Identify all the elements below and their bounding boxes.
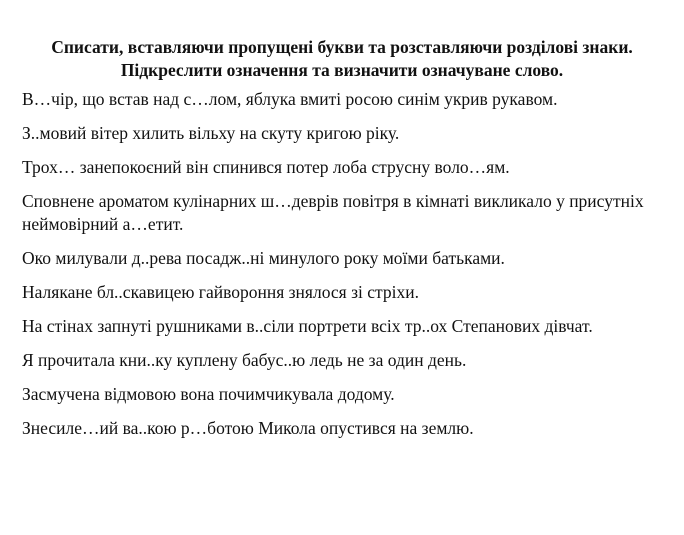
instruction-line-2: Підкреслити означення та визначити означуване слово. [120,60,564,80]
sentence-2: З..мовий вітер хилить вільху на скуту кригою ріку. [22,123,400,143]
sentence-5: Око милували д..рева посадж..ні минулого року моїми батьками. [22,248,505,268]
exercise-instruction [22,36,662,82]
sentence-6: Налякане бл..скавицею гайвороння знялося зі стріхи. [22,282,419,302]
sentence-1: В…чір, що встав над с…лом, яблука вмиті росою синім укрив рукавом. [22,89,558,109]
sentence-3: Трох… занепокоєний він спинився потер лоба струсну воло…ям. [22,157,510,177]
sentence-4: Сповнене ароматом кулінарних ш…деврів повітря в кімнаті викликало у присутніх неймовірний а…етит. [22,191,644,234]
sentence-list [22,88,662,440]
sentence-8: Я прочитала кни..ку куплену бабус..ю ледь не за один день. [22,350,467,370]
instruction-line-1: Списати, вставляючи пропущені букви та розставляючи розділові знаки. [51,37,633,57]
sentence-9: Засмучена відмовою вона почимчикувала додому. [22,384,395,404]
sentence-10: Знесиле…ий ва..кою р…ботою Микола опустився на землю. [22,418,474,438]
sentence-7: На стінах запнуті рушниками в..сіли портрети всіх тр..ох Степанових дівчат. [22,316,593,336]
